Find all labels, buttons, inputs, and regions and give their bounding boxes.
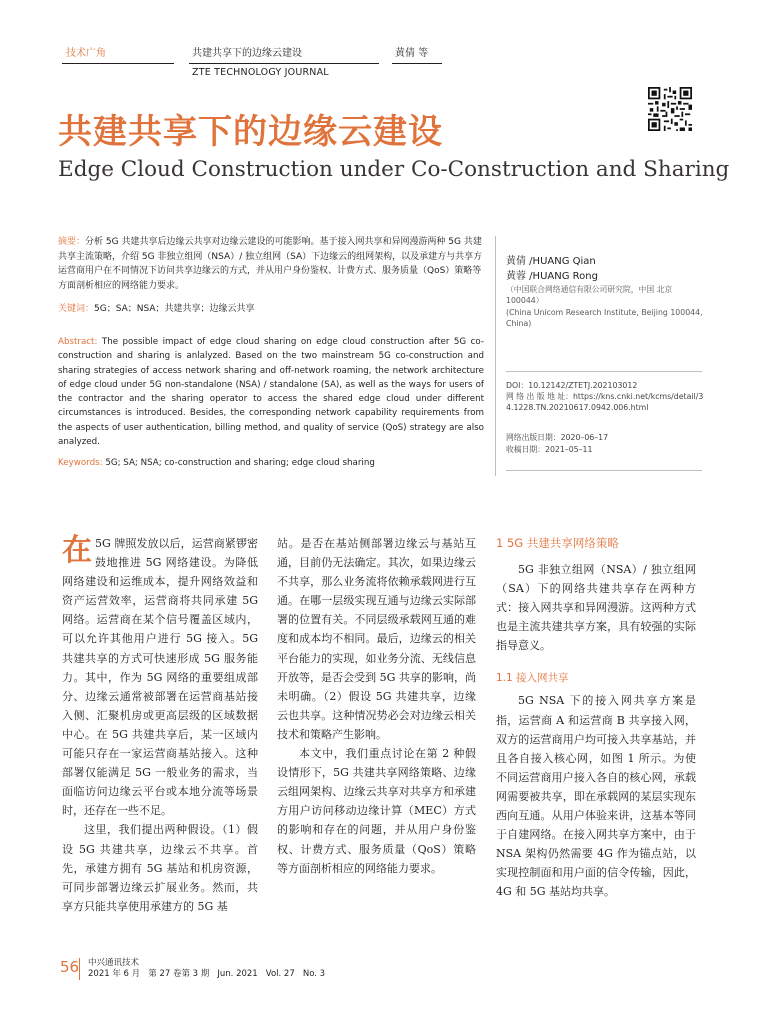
- dates-block: [506, 432, 706, 456]
- abstract-cn-text: 分析 5G 共建共享后边缘云共享对边缘云建设的可能影响。基于接入网共享和异网漫游两种 5G 共建共享主流策略，介绍 5G 非独立组网（NSA）/ 独立组网（SA）下边缘云的组网架构，以及承建方与共享方运营商用户在不同情况下访问共享边缘云的方式，并从用户身份鉴权、计费方式、服务质量（QoS）策略等方面剖析相应的网络能力要求。: [58, 237, 483, 291]
- doi-block: [506, 380, 706, 413]
- body-column-2: [277, 534, 476, 878]
- paragraph-text: 5G 牌照发放以后，运营商紧锣密鼓地推进 5G 网络建设。为降低网络建设和运维成本，提升网络效益和资产运营效率，运营商将共同承建 5G 网络。运营商在某个信号覆盖区域内，可以允许其他用户进行 5G 接入。5G 共建共享的方式可快速形成 5G 服务能力。其中，作为 5G 网络的重要组成部分、边缘云通常被部署在运营商基站接入侧、汇聚机房或更高层级的区域数据中心。在 5G 共建共享后，某一区域内可能只存在一家运营商基站接入。这种部署仅能满足 5G 一般业务的需求，当面临访问边缘云平台或本地分流等场景时，还存在一些不足。: [62, 537, 258, 818]
- body-paragraph: [62, 534, 258, 820]
- footer-issue-info: 2021 年 6 月 第 27 卷第 3 期 Jun. 2021 Vol. 27 No. 3: [88, 969, 326, 979]
- drop-cap: 在: [62, 533, 92, 568]
- sidebar-divider: [495, 236, 496, 476]
- body-paragraph: 5G NSA 下的接入网共享方案是指，运营商 A 和运营商 B 共享接入网，双方的运营商用户均可接入共享基站，并且各自接入核心网，如图 1 所示。为使不同运营商用户接入各自的核心网，承载网需要被共享，即在承载网的某层实现东西向互通。从用户体验来讲，这基本等同于自建网络。在接入网共享方案中，由于 NSA 架构仍然需要 4G 作为锚点站，以实现控制面和用户面的信令传输，因此，4G 和 5G 基站均共享。: [496, 694, 696, 899]
- affiliation-chinese: （中国联合网络通信有限公司研究院，中国 北京 100044）: [506, 285, 673, 305]
- keywords-english: [58, 456, 484, 470]
- header-journal-name: ZTE TECHNOLOGY JOURNAL: [192, 67, 329, 78]
- sidebar-rule: [506, 470, 702, 471]
- abstract-en-label: Abstract:: [58, 337, 98, 347]
- author-list: [506, 254, 706, 284]
- body-paragraph: 本文中，我们重点讨论在第 2 种假设情形下，5G 共建共享网络策略、边缘云组网架构、边缘云共享对共享方和承建方用户访问移动边缘计算（MEC）方式的影响和存在的问题，并从用户身份鉴权、计费方式、服务质量（QoS）策略等方面剖析相应的网络能力要求。: [277, 747, 476, 875]
- online-url-link[interactable]: 网 络 出 版 地 址：https://kns.cnki.net/kcms/detail/34.1228.TN.20210617.0942.006.html: [506, 392, 704, 412]
- title-english: Edge Cloud Construction under Co-Construction and Sharing: [58, 157, 730, 182]
- keywords-chinese: [58, 302, 484, 316]
- keywords-cn-text: 5G；SA；NSA；共建共享；边缘云共享: [94, 304, 255, 314]
- header-article-title: 共建共享下的边缘云建设: [192, 48, 302, 59]
- footer-journal-name: 中兴通讯技术: [88, 958, 140, 968]
- author-name: 黄倩 /HUANG Qian: [506, 256, 596, 267]
- header-authors: 黄倩 等: [395, 48, 429, 59]
- header-rule-right: [392, 63, 442, 64]
- body-paragraph: 5G 非独立组网（NSA）/ 独立组网（SA）下的网络共建共享存在两种方式：接入网共享和异网漫游。这两种方式也是主流共建共享方案，具有较强的实际指导意义。: [496, 563, 696, 653]
- header-rule-middle: [189, 63, 379, 64]
- affiliation-english: (China Unicom Research Institute, Beijing 100044, China): [506, 308, 703, 328]
- subsection-heading: 1.1 接入网共享: [496, 672, 569, 685]
- header-rule-left: [62, 63, 174, 64]
- body-paragraph: 站。是否在基站侧部署边缘云与基站互通，目前仍无法确定。其次，如果边缘云不共享，那么业务流将依赖承载网进行互通。在哪一层级实现互通与边缘云实际部署的位置有关。不同层级承载网互通的难度和成本均不相同。最后，边缘云的相关平台能力的实现，如业务分流、无线信息开放等，是否会受到 5G 共享的影响，尚未明确。（2）假设 5G 共建共享，边缘云也共享。这种情况势必会对边缘云相关技术和策略产生影响。: [277, 537, 476, 741]
- keywords-cn-label: 关键词：: [58, 304, 95, 314]
- page-number: 56: [60, 958, 80, 976]
- abstract-chinese: [58, 235, 484, 293]
- qr-code-icon: [648, 87, 692, 131]
- title-chinese: 共建共享下的边缘云建设: [58, 112, 443, 152]
- footer-divider: [79, 958, 80, 980]
- doi-text: DOI：10.12142/ZTETJ.202103012: [506, 381, 638, 390]
- body-column-1: [62, 534, 258, 916]
- body-paragraph: 这里，我们提出两种假设。（1）假设 5G 共建共享，边缘云不共享。首先，承建方拥有 5G 基站和机房资源，可同步部署边缘云扩展业务。然而，共享方只能共享使用承建方的 5G 基: [62, 823, 258, 913]
- sidebar-rule: [506, 371, 702, 372]
- section-heading: 1 5G 共建共享网络策略: [496, 536, 619, 550]
- keywords-en-text: 5G; SA; NSA; co-construction and sharing; edge cloud sharing: [105, 458, 375, 468]
- received-date: 收稿日期：2021–05–11: [506, 445, 593, 454]
- abstract-cn-label: 摘要：: [58, 237, 86, 247]
- running-header: [62, 44, 642, 78]
- body-column-3: [496, 534, 696, 902]
- online-date: 网络出版日期：2020–06–17: [506, 433, 609, 442]
- header-section-label: 技术广角: [66, 48, 106, 59]
- author-name: 黄蓉 /HUANG Rong: [506, 271, 598, 282]
- keywords-en-label: Keywords:: [58, 458, 103, 468]
- abstract-english: [58, 335, 484, 449]
- abstract-en-text: The possible impact of edge cloud sharing on edge cloud construction after 5G co-construction and sharing is anlalyzed. Based on the two mainstream 5G co-construction and sharing strategies of access network sharing and off-network roaming, the network architecture of edge cloud under 5G non-standalone (NSA) / standalone (SA), as well as the ways for users of the contractor and the sharing operator to access the shared edge cloud under different circumstances is introduced. Besides, the corresponding network capability requirements from the aspects of user authentication, billing method, and quality of service (QoS) strategy are also analyzed.: [58, 337, 484, 448]
